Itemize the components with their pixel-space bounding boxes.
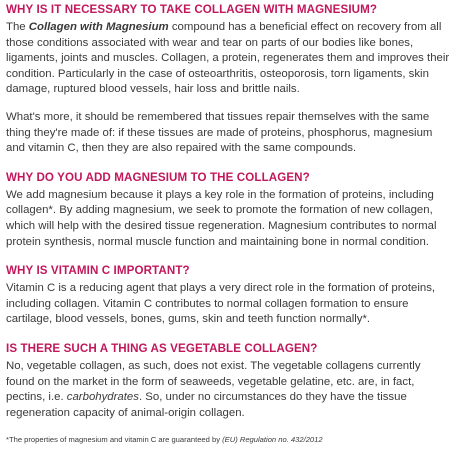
- paragraph-text: compound has a beneficial effect on recovery from all those conditions associated with wear and tear on parts of our bodies like bones, ligaments, joints and muscles. Collagen, a protein, regenerates them and improves their condition. Particularly in the case of osteoarthritis, osteoporosis, torn ligaments, skin damage, ruptured blood vessels, hair loss and brittle nails.: [6, 21, 450, 96]
- paragraph-text: No, vegetable collagen, as such, does not exist. The vegetable collagens currently found on the market in the form of seaweeds, vegetable gelatine, etc. are, in fact, pectins, i.e.: [6, 359, 421, 404]
- paragraph: Vitamin C is a reducing agent that plays a very direct role in the formation of proteins, including collagen. Vitamin C contributes to normal collagen formation to ensure cartilage, blood vessels, bones, gums, skin and teeth function normally*.: [6, 282, 436, 326]
- section-heading: WHY DO YOU ADD MAGNESIUM TO THE COLLAGEN?: [6, 170, 310, 184]
- footnote-regulation: (EU) Regulation no. 432/2012: [222, 435, 323, 445]
- section-heading: WHY IS IT NECESSARY TO TAKE COLLAGEN WITH MAGNESIUM?: [6, 3, 378, 16]
- product-name-emphasis: Collagen with Magnesium: [28, 21, 169, 33]
- italic-term: carbohydrates: [66, 391, 139, 404]
- paragraph: We add magnesium because it plays a key role in the formation of proteins, including collagen*. By adding magnesium, we seek to promote the formation of new collagen, which will help with the desired tissue regeneration. Magnesium contributes to normal protein synthesis, normal muscle function and maintaining bone in normal condition.: [6, 188, 437, 248]
- paragraph: [6, 20, 452, 98]
- section-vitamin-c: [6, 264, 452, 328]
- document-page: [6, 3, 452, 445]
- section-magnesium-necessity: [6, 3, 452, 157]
- section-heading: WHY IS VITAMIN C IMPORTANT?: [6, 264, 190, 278]
- section-why-add-magnesium: [6, 171, 452, 250]
- footnote: [6, 435, 452, 445]
- paragraph: [6, 359, 452, 421]
- section-vegetable-collagen: [6, 342, 452, 421]
- section-heading: IS THERE SUCH A THING AS VEGETABLE COLLAGEN?: [6, 341, 318, 355]
- paragraph-text: . So, under no circumstances do they have the tissue regeneration capacity of animal-origin collagen.: [6, 391, 407, 419]
- footnote-text: *The properties of magnesium and vitamin C are guaranteed by: [6, 435, 223, 445]
- paragraph-text: The: [6, 21, 29, 33]
- paragraph: What's more, it should be remembered that tissues repair themselves with the same thing they're made of: if these tissues are made of proteins, phosphorus, magnesium and vitamin C, then they are also repaired with the same compounds.: [6, 110, 433, 155]
